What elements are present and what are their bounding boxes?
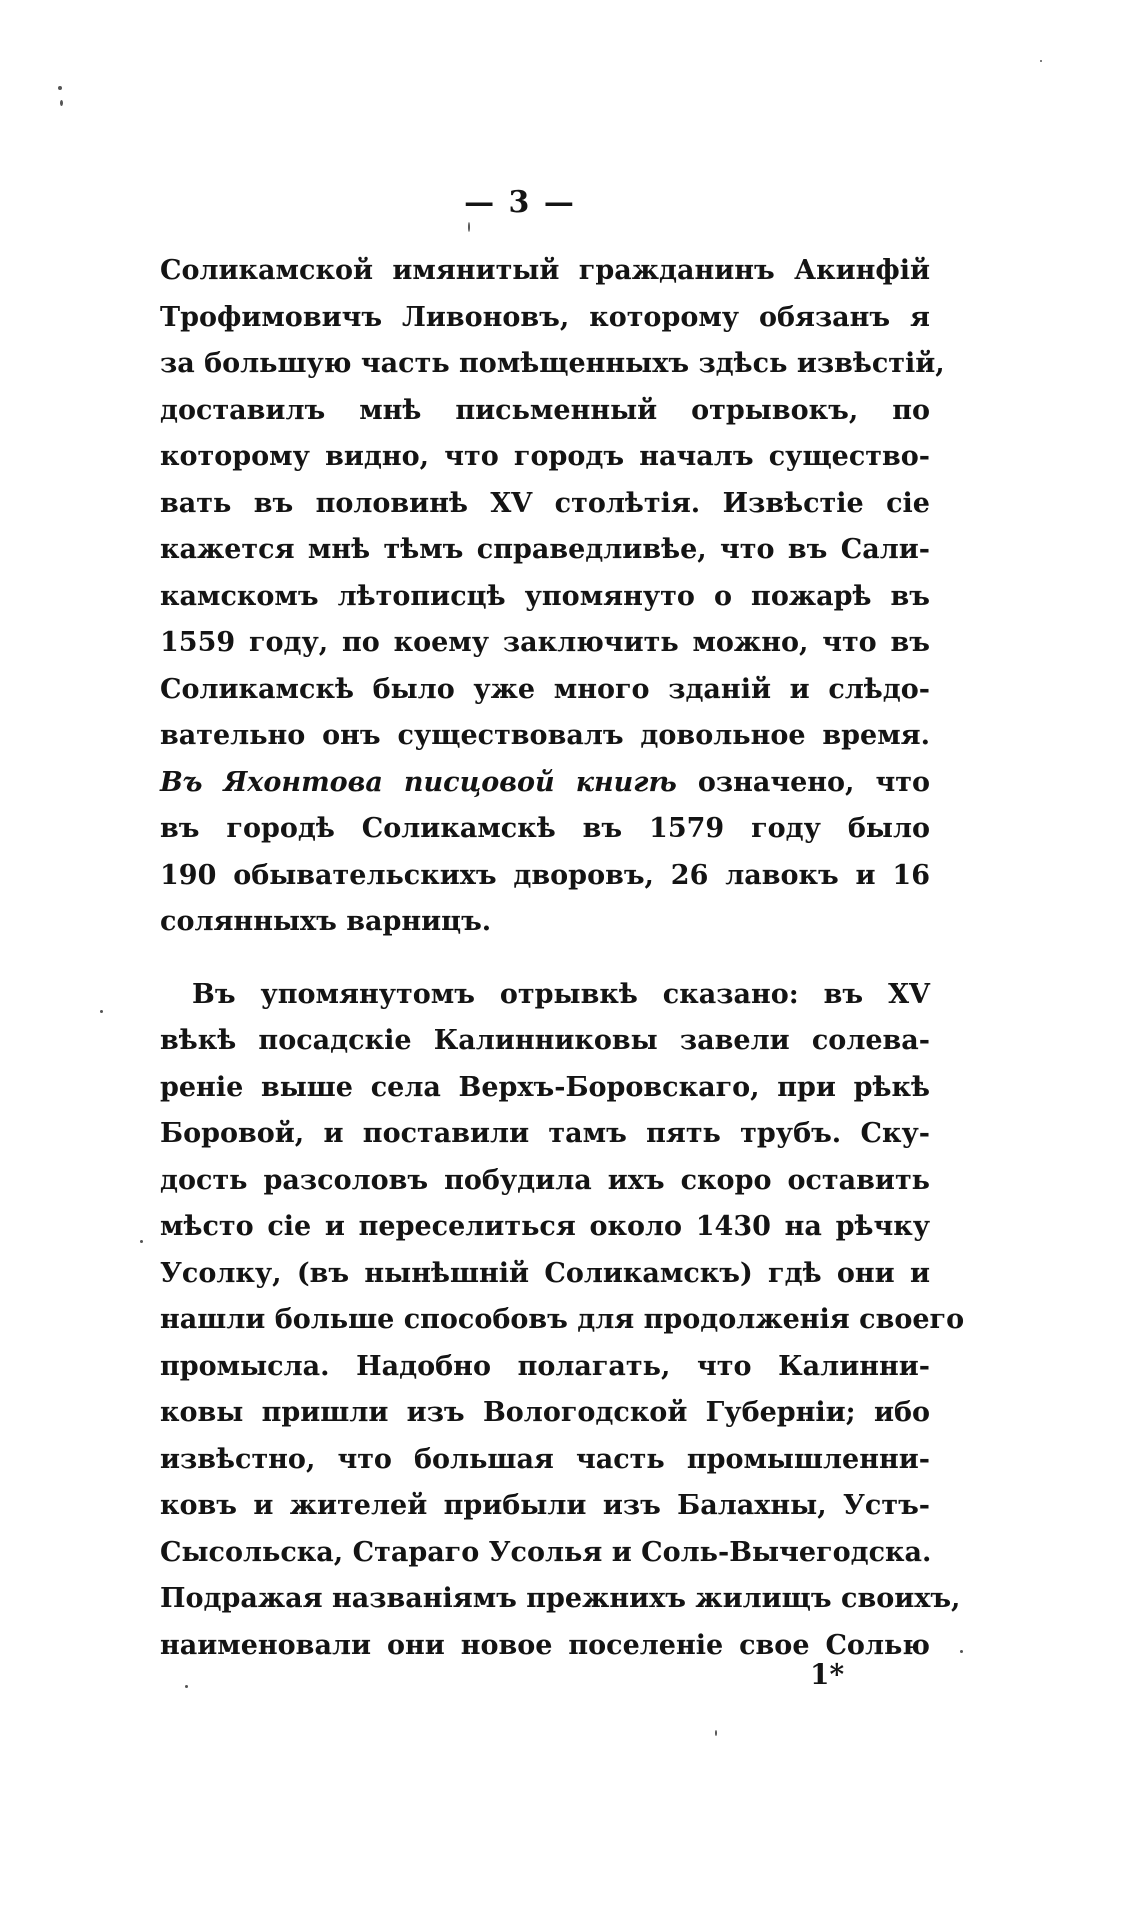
paragraph-2 [160,972,965,1670]
signature-mark: 1* [810,1658,845,1691]
scan-speck [1040,60,1042,62]
text-line: мѣсто сіе и переселиться около 1430 на рѣчку [160,1211,930,1242]
scan-speck [715,1730,717,1736]
text-line: за большую часть помѣщенныхъ здѣсь извѣстій, [160,348,945,379]
text-line: ковы пришли изъ Вологодской Губерніи; ибо [160,1397,930,1428]
italic-citation: Въ Яхонтова писцовой книгѣ [160,766,677,798]
text-line: Усолку, (въ нынѣшній Соликамскъ) гдѣ они и [160,1257,930,1289]
page-number-header: — 3 — [464,185,576,220]
text-line: солянныхъ варницъ. [160,906,492,937]
citation-rest: означено, что [676,766,930,798]
text-line: которому видно, что городъ началъ существо- [160,441,930,472]
text-line: промысла. Надобно полагать, что Калинни- [160,1350,930,1382]
text-line: ковъ и жителей прибыли изъ Балахны, Устъ- [160,1490,930,1521]
scan-speck [60,100,63,106]
text-line: вѣкѣ посадскіе Калинниковы завели солева- [160,1025,930,1056]
text-line: кажется мнѣ тѣмъ справедливѣе, что въ Сали- [160,534,930,565]
scan-speck [140,1240,143,1243]
text-line: Боровой, и поставили тамъ пять трубъ. Ску- [160,1118,930,1149]
text-line-italic-citation [160,760,930,807]
scan-speck [58,86,62,90]
scan-speck [960,1650,963,1653]
paragraph-1 [160,248,945,946]
text-line: въ городѣ Соликамскѣ въ 1579 году было [160,813,930,844]
text-line: 190 обывательскихъ дворовъ, 26 лавокъ и 16 [160,859,930,891]
text-line: доставилъ мнѣ письменный отрывокъ, по [160,394,930,426]
text-line: наименовали они новое поселеніе свое Солью [160,1629,930,1661]
scan-speck [185,1685,188,1688]
text-line: Трофимовичъ Ливоновъ, которому обязанъ я [160,301,930,333]
text-line: вательно онъ существовалъ довольное время. [160,720,930,751]
text-line: реніе выше села Верхъ-Боровскаго, при рѣкѣ [160,1071,930,1103]
text-line: 1559 году, по коему заключить можно, что въ [160,627,930,658]
text-line: Сысольска, Стараго Усолья и Соль-Вычегодска. [160,1536,932,1568]
text-line: Въ упомянутомъ отрывкѣ сказано: въ XV [192,978,930,1010]
text-line: Подражая названіямъ прежнихъ жилищъ своихъ, [160,1583,961,1614]
text-line: нашли больше способовъ для продолженія своего [160,1304,965,1335]
body-text [160,248,965,1669]
text-line: извѣстно, что большая часть промышленни- [160,1443,930,1475]
text-line: Соликамской имянитый гражданинъ Акинфій [160,255,930,286]
text-line: вать въ половинѣ XV столѣтія. Извѣстіе сіе [160,487,930,519]
text-line: камскомъ лѣтописцѣ упомянуто о пожарѣ въ [160,580,930,612]
text-line: дость разсоловъ побудила ихъ скоро оставить [160,1164,930,1196]
scan-speck [468,222,470,232]
text-line: Соликамскѣ было уже много зданій и слѣдо- [160,673,930,705]
scan-speck [100,1010,103,1013]
